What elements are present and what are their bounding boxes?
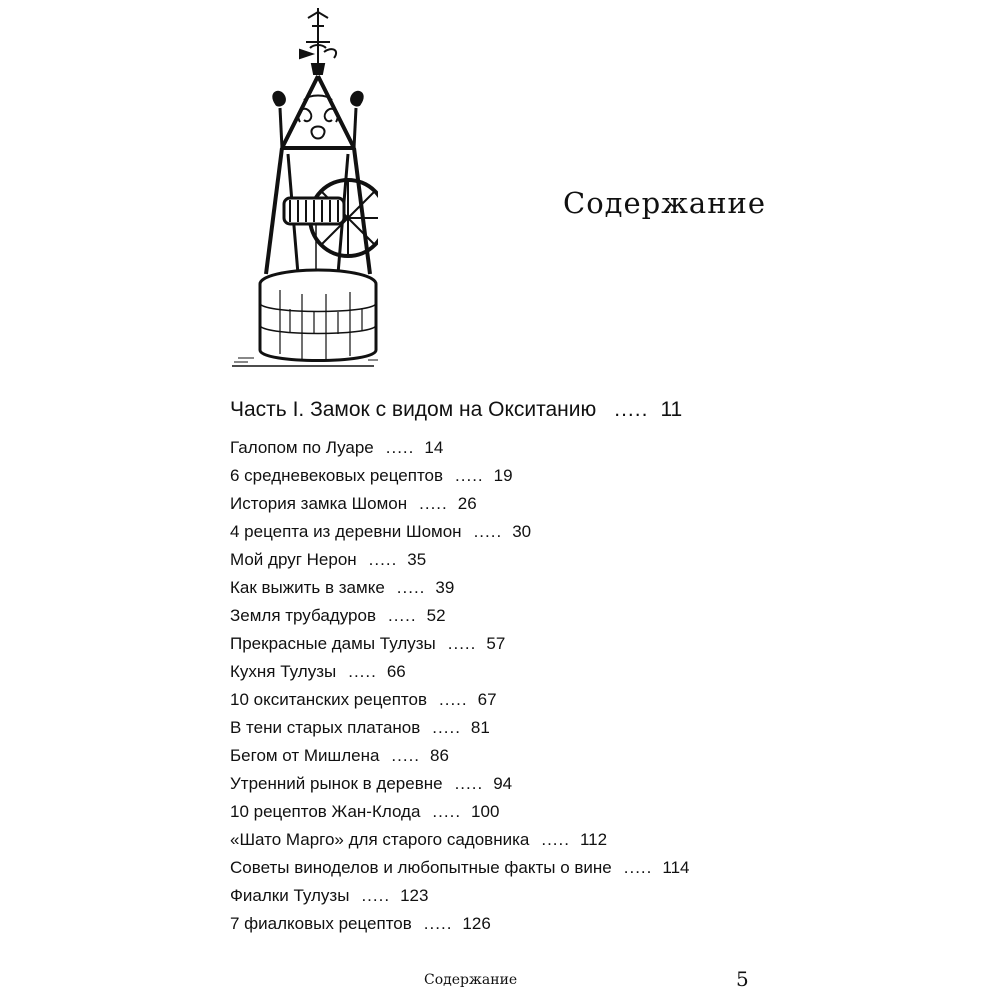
toc-entry-label: Кухня Тулузы [230, 662, 337, 681]
toc-entry[interactable] [230, 826, 689, 854]
toc-leader-dots: ..... [361, 886, 391, 905]
toc-entry[interactable] [230, 742, 689, 770]
toc-entry-label: 10 рецептов Жан-Клода [230, 802, 421, 821]
toc-entry[interactable] [230, 770, 689, 798]
toc-page-number: 52 [426, 606, 446, 625]
toc-page-number: 35 [407, 550, 427, 569]
toc-leader-dots: ..... [368, 550, 398, 569]
toc-entry[interactable] [230, 686, 689, 714]
toc-leader-dots: ..... [623, 858, 653, 877]
toc-list [230, 434, 689, 938]
toc-page-number: 26 [457, 494, 477, 513]
toc-leader-dots: ..... [614, 398, 649, 421]
toc-entry-label: 7 фиалковых рецептов [230, 914, 412, 933]
toc-entry[interactable] [230, 630, 689, 658]
toc-entry-label: История замка Шомон [230, 494, 408, 513]
toc-entry-label: Мой друг Нерон [230, 550, 357, 569]
toc-entry[interactable] [230, 910, 689, 938]
toc-leader-dots: ..... [432, 718, 461, 737]
toc-entry[interactable] [230, 602, 689, 630]
toc-page-number: 66 [386, 662, 406, 681]
toc-leader-dots: ..... [391, 746, 421, 765]
toc-entry-label: В тени старых платанов [230, 718, 421, 737]
toc-page-number: 123 [400, 886, 429, 905]
toc-leader-dots: ..... [455, 466, 484, 485]
toc-entry-label: 10 окситанских рецептов [230, 690, 428, 709]
toc-entry[interactable] [230, 882, 689, 910]
toc-page-number: 126 [462, 914, 491, 933]
toc-page-number: 30 [512, 522, 532, 541]
toc-entry[interactable] [230, 574, 689, 602]
toc-page-number: 39 [435, 578, 455, 597]
toc-page-number: 114 [662, 858, 690, 877]
toc-entry-label: Галопом по Луаре [230, 438, 374, 457]
toc-entry-label: Утренний рынок в деревне [230, 774, 443, 793]
toc-page-number: 19 [493, 466, 513, 485]
toc-part-heading[interactable] [230, 398, 682, 422]
toc-entry[interactable] [230, 490, 689, 518]
toc-entry[interactable] [230, 854, 689, 882]
toc-page-number: 67 [477, 690, 497, 709]
toc-entry-label: Фиалки Тулузы [230, 886, 350, 905]
toc-leader-dots: ..... [439, 690, 468, 709]
toc-leader-dots: ..... [419, 494, 448, 513]
toc-page-number: 81 [470, 718, 490, 737]
well-engraving-icon [228, 4, 378, 376]
toc-leader-dots: ..... [473, 522, 503, 541]
toc-entry-label: Прекрасные дамы Тулузы [230, 634, 436, 653]
toc-entry[interactable] [230, 434, 689, 462]
toc-entry-label: 4 рецепта из деревни Шомон [230, 522, 462, 541]
toc-leader-dots: ..... [541, 830, 570, 849]
page-number: 5 [736, 967, 749, 991]
toc-page-number: 86 [430, 746, 449, 765]
toc-page-number: 57 [486, 634, 506, 653]
toc-entry[interactable] [230, 714, 689, 742]
toc-entry-label: «Шато Марго» для старого садовника [230, 830, 530, 849]
running-footer: Содержание [424, 972, 518, 988]
toc-entry[interactable] [230, 798, 689, 826]
toc-leader-dots: ..... [387, 606, 417, 625]
toc-page-number: 11 [660, 398, 683, 421]
toc-entry[interactable] [230, 462, 689, 490]
toc-leader-dots: ..... [396, 578, 426, 597]
toc-page-number: 94 [493, 774, 513, 793]
toc-leader-dots: ..... [348, 662, 377, 681]
toc-entry-label: 6 средневековых рецептов [230, 466, 444, 485]
toc-leader-dots: ..... [454, 774, 484, 793]
toc-entry[interactable] [230, 518, 689, 546]
toc-page-number: 112 [579, 830, 608, 849]
toc-part-label: Часть I. Замок с видом на Окситанию [230, 398, 597, 421]
toc-leader-dots: ..... [447, 634, 477, 653]
toc-entry-label: Бегом от Мишлена [230, 746, 380, 765]
toc-entry-label: Как выжить в замке [230, 578, 385, 597]
toc-page-number: 100 [471, 802, 500, 821]
toc-leader-dots: ..... [385, 438, 415, 457]
toc-leader-dots: ..... [423, 914, 453, 933]
toc-leader-dots: ..... [432, 802, 462, 821]
page-title: Содержание [563, 186, 767, 220]
toc-entry[interactable] [230, 546, 689, 574]
toc-page-number: 14 [424, 438, 444, 457]
toc-entry-label: Советы виноделов и любопытные факты о вине [230, 858, 612, 877]
toc-entry-label: Земля трубадуров [230, 606, 376, 625]
toc-entry[interactable] [230, 658, 689, 686]
